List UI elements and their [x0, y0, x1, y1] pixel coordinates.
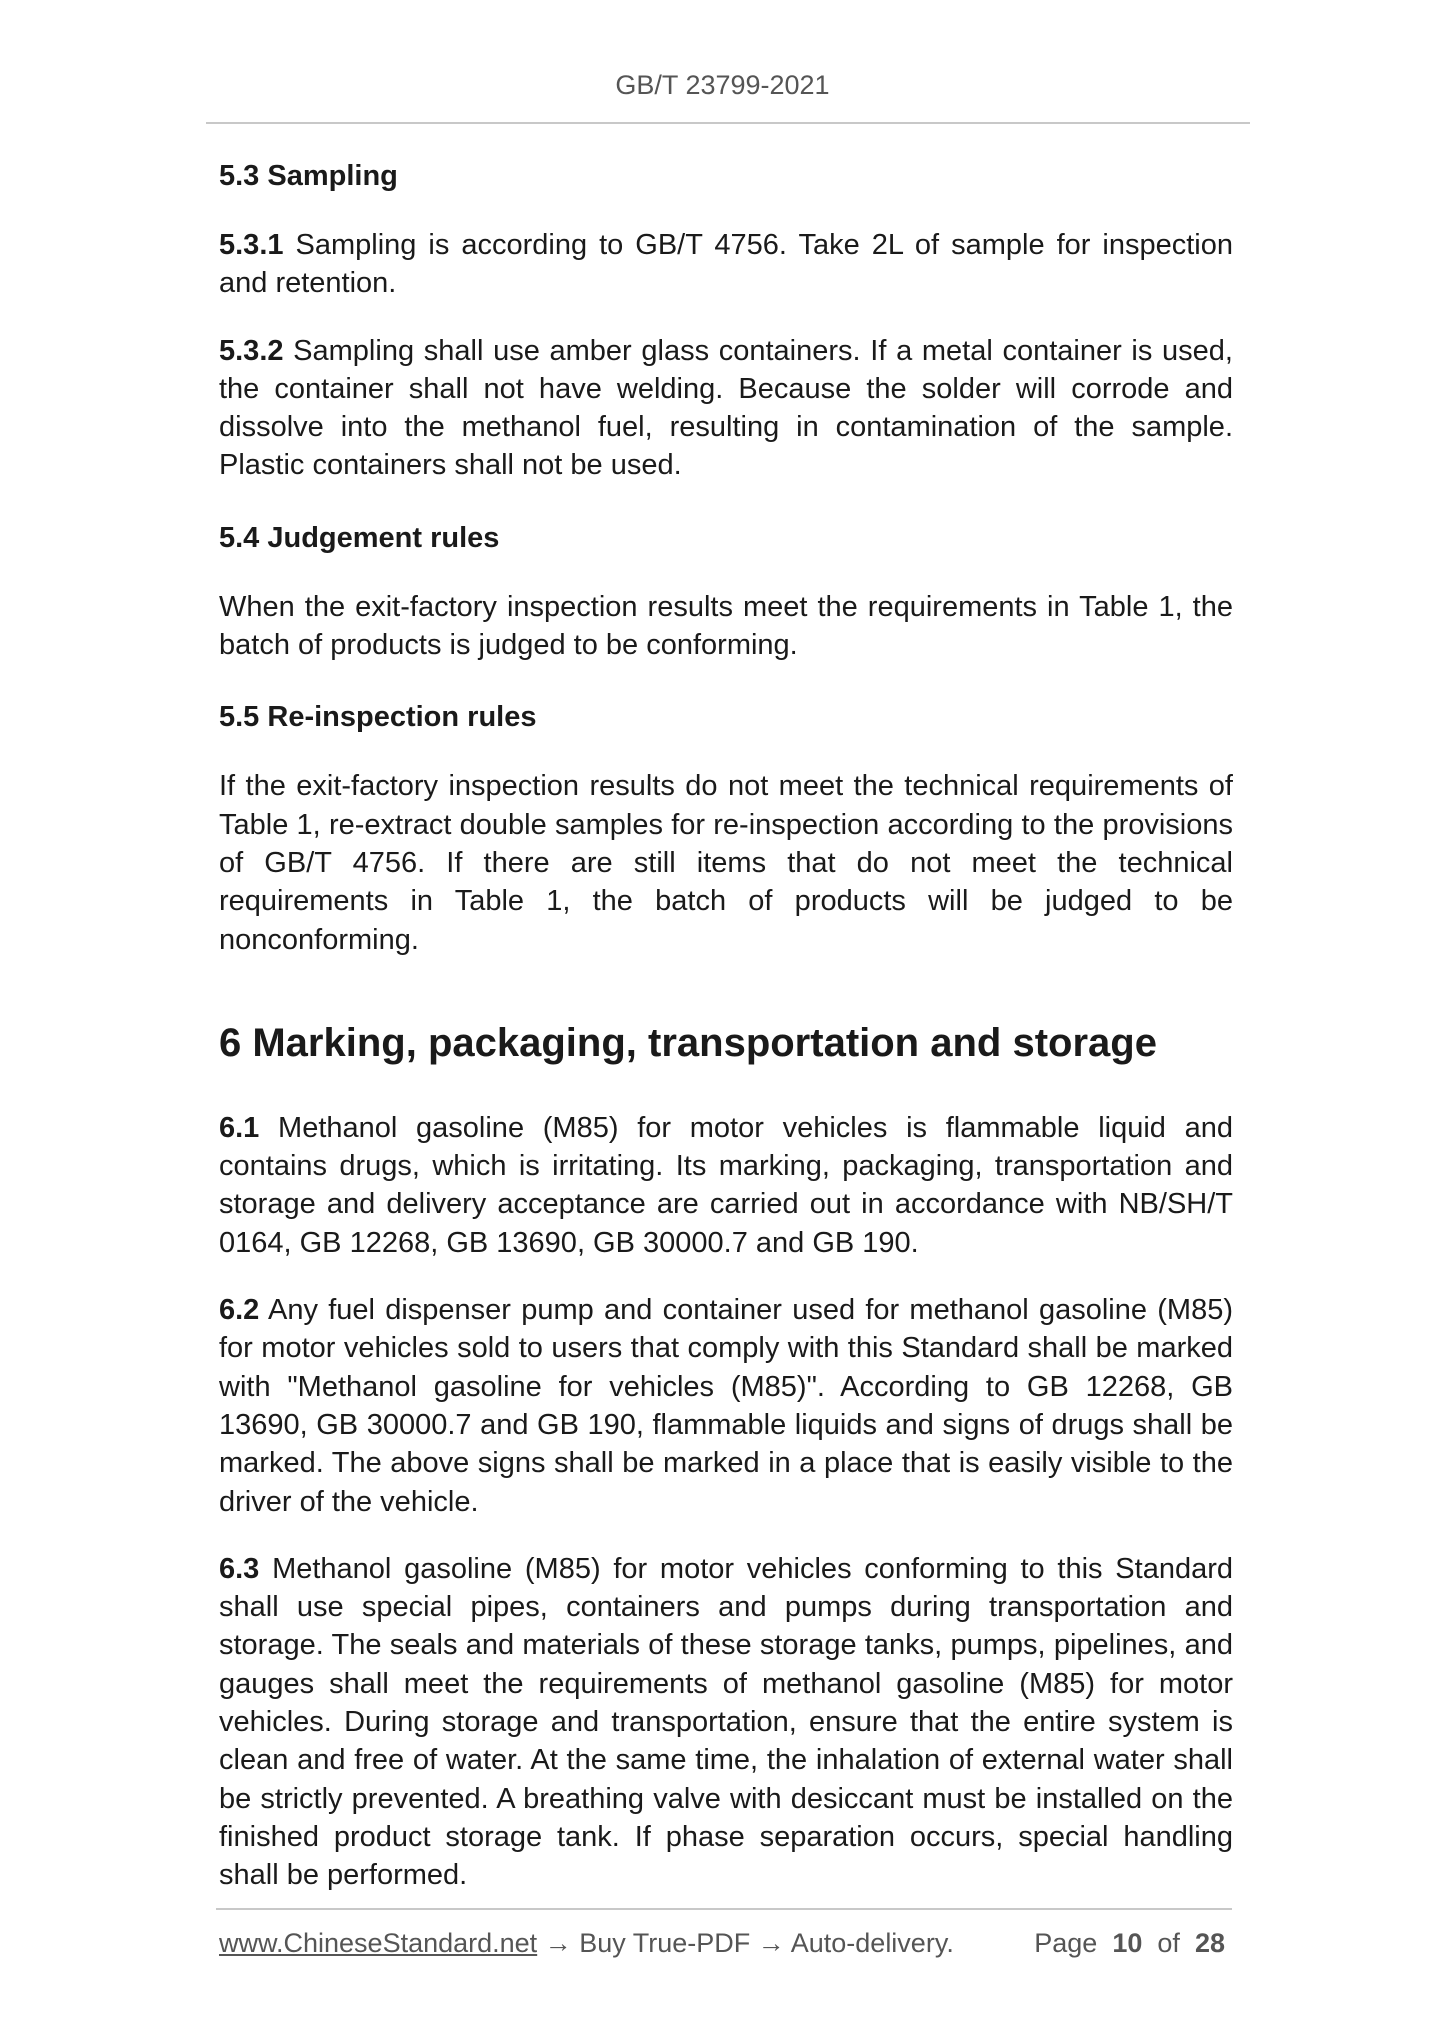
clause-number: 6.2: [219, 1294, 260, 1327]
section-5-5-text: If the exit-factory inspection results do not meet the technical requirements of Table 1, re-extract double samples for re-inspection according to the provisions of GB/T 4756. If there are still items that do not meet the technical requirements in Table 1, the batch of products will be judged to be nonconforming.: [219, 770, 1233, 956]
document-body: [219, 152, 1233, 1924]
total-pages: 28: [1194, 1928, 1225, 1958]
footer-tagline: → Buy True-PDF → Auto-delivery.: [537, 1928, 954, 1958]
page-label: Page: [1034, 1928, 1098, 1958]
clause-text: Methanol gasoline (M85) for motor vehicles conforming to this Standard shall use special pipes, containers and pumps during transportation and storage. The seals and materials of these storage tanks, pumps, pipelines, and gauges shall meet the requirements of methanol gasoline (M85) for motor vehicles. During storage and transportation, ensure that the entire system is clean and free of water. At the same time, the inhalation of external water shall be strictly prevented. A breathing valve with desiccant must be installed on the finished product storage tank. If phase separation occurs, special handling shall be performed.: [219, 1552, 1233, 1892]
clause-number: 6.1: [219, 1111, 260, 1144]
clause-number: 6.3: [219, 1552, 260, 1585]
clause-6-3: [219, 1550, 1233, 1895]
section-5-3-heading: 5.3 Sampling: [219, 160, 398, 192]
footer-divider: [216, 1908, 1232, 1910]
clause-text: Methanol gasoline (M85) for motor vehicles is flammable liquid and contains drugs, which is irritating. Its marking, packaging, transportation and storage and delivery acceptance are carried out in accordance with NB/SH/T 0164, GB 12268, GB 13690, GB 30000.7 and GB 190.: [219, 1111, 1233, 1259]
clause-6-2: [219, 1291, 1233, 1521]
chapter-6-heading: 6 Marking, packaging, transportation and storage: [219, 1020, 1157, 1065]
page-number: 10: [1112, 1928, 1143, 1958]
clause-text: Any fuel dispenser pump and container used for methanol gasoline (M85) for motor vehicles sold to users that comply with this Standard shall be marked with "Methanol gasoline for vehicles (M85)". According to GB 12268, GB 13690, GB 30000.7 and GB 190, flammable liquids and signs of drugs shall be marked. The above signs shall be marked in a place that is easily visible to the driver of the vehicle.: [219, 1294, 1233, 1518]
clause-5-3-2: [219, 332, 1233, 485]
clause-6-1: [219, 1109, 1233, 1262]
clause-number: 5.3.1: [219, 229, 284, 261]
of-label: of: [1157, 1928, 1180, 1958]
section-5-4-heading: 5.4 Judgement rules: [219, 521, 500, 554]
header-divider: [206, 122, 1250, 124]
page-indicator: [1034, 1928, 1225, 1959]
clause-number: 5.3.2: [219, 334, 284, 367]
clause-text: Sampling is according to GB/T 4756. Take 2L of sample for inspection and retention.: [219, 229, 1233, 300]
page-footer: [219, 1928, 1233, 1968]
website-link[interactable]: www.ChineseStandard.net: [219, 1928, 538, 1958]
section-5-5-heading: 5.5 Re-inspection rules: [219, 701, 537, 734]
page-header: GB/T 23799-2021: [615, 70, 830, 100]
footer-promo: [219, 1928, 954, 1959]
clause-text: Sampling shall use amber glass containers. If a metal container is used, the container shall not have welding. Because the solder will corrode and dissolve into the methanol fuel, resulting in contamination of the sample. Plastic containers shall not be used.: [219, 334, 1233, 482]
clause-5-3-1: [219, 226, 1233, 303]
section-5-4-text: When the exit-factory inspection results meet the requirements in Table 1, the batch of products is judged to be conforming.: [219, 590, 1233, 662]
